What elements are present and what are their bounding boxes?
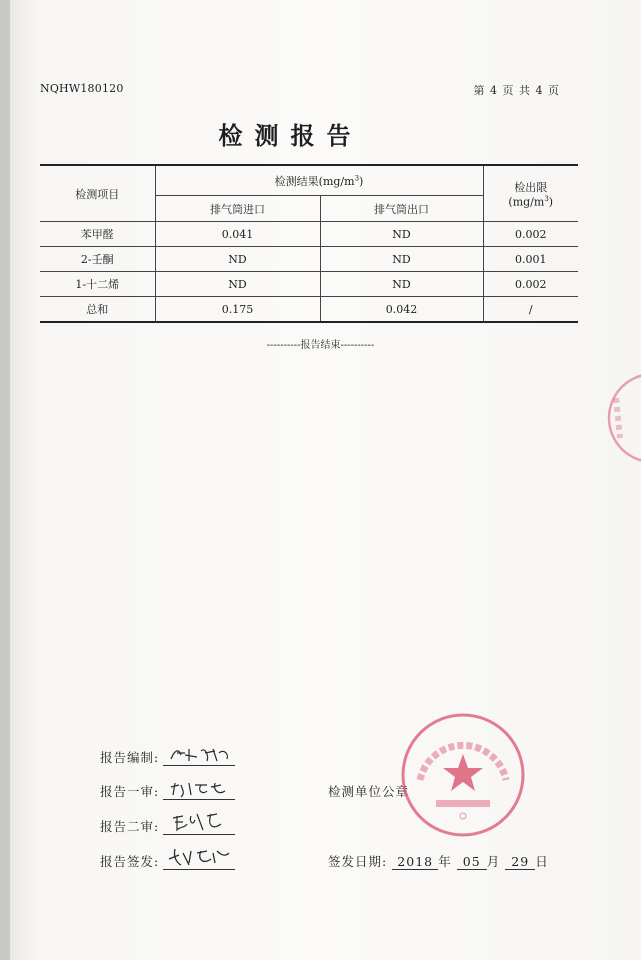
issue-year-char: 年 [438, 854, 452, 869]
col-header-item: 检测项目 [40, 165, 155, 222]
cell-outlet: 0.042 [320, 297, 483, 323]
page-number: 第 4 页 共 4 页 [473, 84, 559, 97]
cell-inlet: ND [155, 247, 320, 272]
second-review-field [100, 817, 235, 835]
compiled-by-label: 报告编制: [100, 750, 160, 765]
cell-outlet: ND [320, 222, 483, 247]
table-row [40, 297, 578, 323]
col-header-inlet: 排气筒进口 [155, 196, 320, 222]
report-title: 检测报告 [218, 121, 363, 150]
first-review-signature [163, 785, 235, 800]
results-table-container [40, 164, 578, 323]
issue-date-field [328, 852, 549, 870]
unit-seal-label: 检测单位公章 [328, 784, 410, 799]
issue-month-char: 月 [486, 854, 501, 869]
issue-day: 29 [505, 854, 535, 870]
document-number: NQHW180120 [40, 82, 124, 95]
issued-by-signature [163, 855, 235, 870]
table-row [40, 222, 578, 247]
second-review-label: 报告二审: [100, 819, 160, 834]
col-header-limit: 检出限 $(mg/m^3)$ [483, 165, 578, 222]
cell-limit: 0.001 [483, 247, 578, 272]
col-header-results: 检测结果$(mg/m^3)$ [155, 165, 483, 196]
cell-inlet: ND [155, 272, 320, 297]
cell-inlet: 0.041 [155, 222, 320, 247]
first-review-label: 报告一审: [100, 784, 160, 799]
table-row [40, 272, 578, 297]
issue-date-label: 签发日期: [328, 854, 388, 869]
cell-item: 苯甲醛 [40, 222, 155, 247]
issue-day-char: 日 [535, 854, 549, 869]
cell-item: 2-壬酮 [40, 247, 155, 272]
official-seal-stamp [398, 710, 528, 840]
col-header-outlet: 排气筒出口 [320, 196, 483, 222]
partial-seal-stamp [598, 368, 641, 468]
second-review-signature [163, 820, 235, 835]
cell-item: 1-十二烯 [40, 272, 155, 297]
table-row [40, 247, 578, 272]
issued-by-field [100, 852, 235, 870]
first-review-field [100, 782, 235, 800]
cell-outlet: ND [320, 272, 483, 297]
issue-month: 05 [457, 854, 487, 870]
cell-limit: 0.002 [483, 272, 578, 297]
cell-inlet: 0.175 [155, 297, 320, 323]
compiled-by-field [100, 748, 235, 766]
issued-by-label: 报告签发: [100, 854, 160, 869]
cell-limit: 0.002 [483, 222, 578, 247]
report-end-note: ----------报告结束---------- [266, 340, 375, 351]
cell-outlet: ND [320, 247, 483, 272]
issue-year: 2018 [392, 854, 438, 870]
compiled-by-signature [163, 751, 235, 766]
cell-item: 总和 [40, 297, 155, 323]
cell-limit: / [483, 297, 578, 323]
results-table [40, 164, 578, 323]
